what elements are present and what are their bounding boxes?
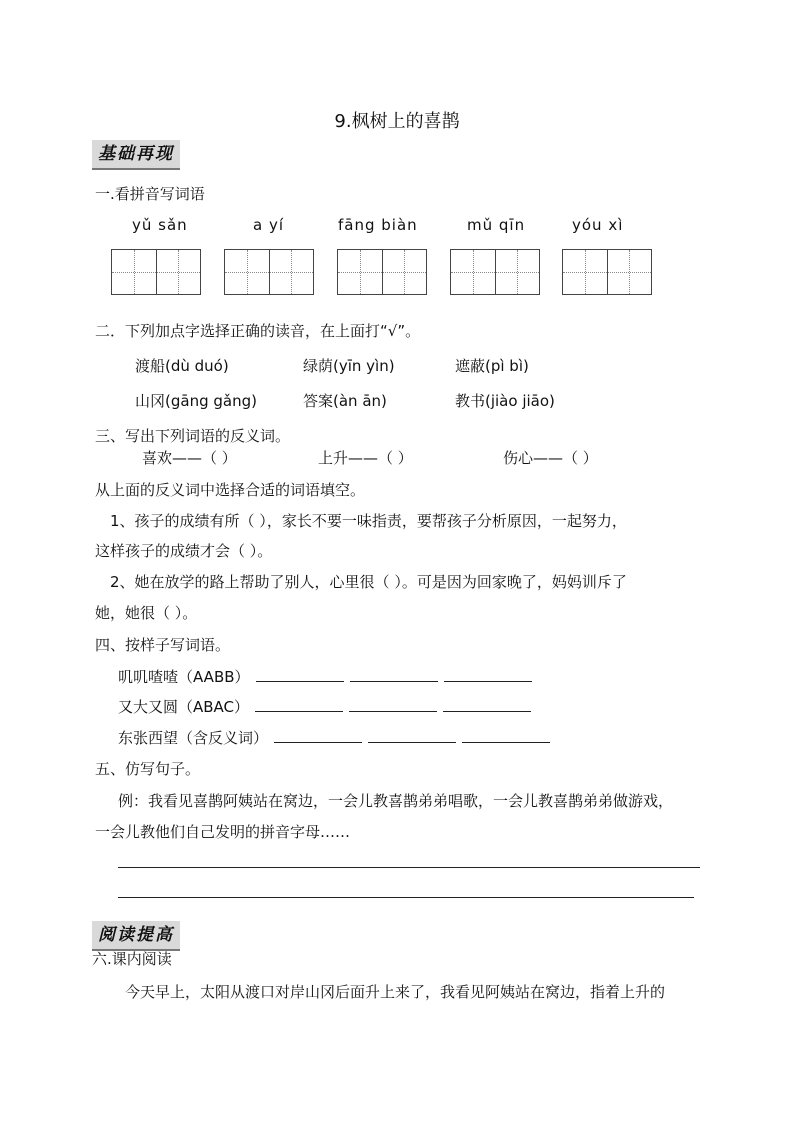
writing-grid-3[interactable] xyxy=(337,249,427,295)
q3-pair-2: 上升——（ ） xyxy=(318,449,413,467)
q3-pair-1: 喜欢——（ ） xyxy=(142,449,237,467)
answer-blank[interactable] xyxy=(443,696,531,712)
writing-grid-5[interactable] xyxy=(562,249,652,295)
q4-row-3 xyxy=(118,727,550,748)
section-banner-basic: 基础再现 xyxy=(92,140,180,170)
q3-pair-3: 伤心——（ ） xyxy=(503,449,598,467)
writing-grid-2[interactable] xyxy=(224,249,314,295)
answer-blank[interactable] xyxy=(462,727,550,743)
answer-blank[interactable] xyxy=(274,727,362,743)
answer-blank[interactable] xyxy=(255,696,343,712)
pinyin-5: yóu xì xyxy=(572,216,624,234)
q4-row-1 xyxy=(118,666,532,687)
answer-blank[interactable] xyxy=(349,696,437,712)
q6-passage: 今天早上，太阳从渡口对岸山冈后面升上来了，我看见阿姨站在窝边，指着上升的 xyxy=(125,983,666,1001)
q5-heading: 五、仿写句子。 xyxy=(95,760,201,778)
writing-grid-4[interactable] xyxy=(450,249,540,295)
answer-blank[interactable] xyxy=(444,666,532,682)
answer-blank[interactable] xyxy=(368,727,456,743)
pinyin-4: mǔ qīn xyxy=(467,216,526,234)
q1-heading: 一.看拼音写词语 xyxy=(95,185,205,203)
q2-item-3: 遮蔽(pì bì) xyxy=(455,357,529,375)
section-banner-reading: 阅读提高 xyxy=(92,921,180,951)
pinyin-1: yǔ sǎn xyxy=(132,216,188,234)
q3-sentence-2a: 2、她在放学的路上帮助了别人，心里很（ ）。可是因为回家晚了，妈妈训斥了 xyxy=(110,573,627,591)
q2-item-1: 渡船(dù duó) xyxy=(135,357,229,375)
q2-item-2: 绿荫(yīn yìn) xyxy=(303,357,395,375)
q2-item-5: 答案(àn ān) xyxy=(303,392,387,410)
q3-sentence-1b: 这样孩子的成绩才会（ ）。 xyxy=(95,542,273,560)
q4-row-1-label: 叽叽喳喳（AABB） xyxy=(118,668,250,686)
q4-row-3-label: 东张西望（含反义词） xyxy=(118,729,269,747)
q5-example-a: 例：我看见喜鹊阿姨站在窝边，一会儿教喜鹊弟弟唱歌，一会儿教喜鹊弟弟做游戏， xyxy=(118,792,674,810)
pinyin-2: a yí xyxy=(253,216,285,234)
q6-heading: 六.课内阅读 xyxy=(92,950,172,968)
answer-blank[interactable] xyxy=(350,666,438,682)
q4-row-2 xyxy=(118,696,531,717)
q4-heading: 四、按样子写词语。 xyxy=(95,636,231,654)
q2-item-6: 教书(jiào jiāo) xyxy=(455,392,555,410)
q3-instruction: 从上面的反义词中选择合适的词语填空。 xyxy=(95,481,366,499)
writing-grid-1[interactable] xyxy=(111,249,201,295)
q4-row-2-label: 又大又圆（ABAC） xyxy=(118,698,250,716)
q2-item-4: 山冈(gāng gǎng) xyxy=(135,392,257,410)
q2-heading: 二．下列加点字选择正确的读音，在上面打“√”。 xyxy=(95,322,421,340)
q3-sentence-1a: 1、孩子的成绩有所（ ），家长不要一味指责，要帮孩子分析原因，一起努力， xyxy=(110,512,627,530)
answer-line-1[interactable] xyxy=(118,867,700,868)
answer-line-2[interactable] xyxy=(118,897,694,898)
page-title: 9.枫树上的喜鹊 xyxy=(334,111,460,132)
q5-example-b: 一会儿教他们自己发明的拼音字母…… xyxy=(95,823,351,841)
q3-sentence-2b: 她，她很（ ）。 xyxy=(95,604,198,622)
answer-blank[interactable] xyxy=(256,666,344,682)
pinyin-3: fāng biàn xyxy=(338,216,418,234)
q3-heading: 三、写出下列词语的反义词。 xyxy=(95,427,291,445)
